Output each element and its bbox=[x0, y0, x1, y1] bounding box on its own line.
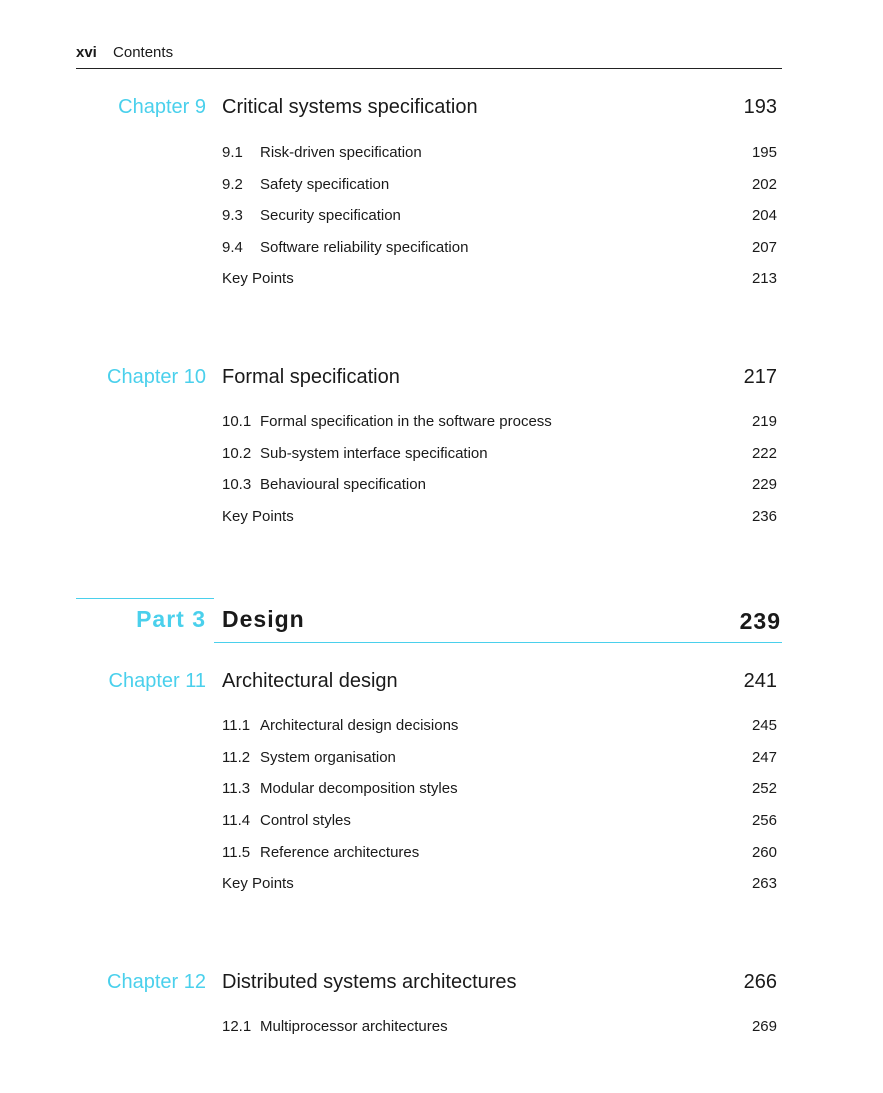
section-number: 12.1 bbox=[222, 1018, 252, 1035]
part-rule-top bbox=[76, 598, 214, 599]
part-rule-bottom bbox=[214, 642, 782, 643]
section-number: 9.1 bbox=[222, 144, 243, 161]
section-title[interactable]: Modular decomposition styles bbox=[260, 780, 458, 797]
section-number: 11.4 bbox=[222, 812, 251, 829]
section-title[interactable]: Multiprocessor architectures bbox=[260, 1018, 448, 1035]
section-number: 11.3 bbox=[222, 780, 251, 797]
section-page: 263 bbox=[751, 875, 777, 892]
section-page: 256 bbox=[751, 812, 777, 829]
chapter-page: 193 bbox=[743, 96, 777, 118]
section-page: 195 bbox=[751, 144, 777, 161]
section-page: 222 bbox=[751, 445, 777, 462]
section-page: 204 bbox=[751, 207, 777, 224]
chapter-page: 266 bbox=[743, 971, 777, 993]
section-page: 229 bbox=[751, 476, 777, 493]
section-title[interactable]: System organisation bbox=[260, 749, 396, 766]
section-number: 10.3 bbox=[222, 476, 252, 493]
section-title[interactable]: Risk-driven specification bbox=[260, 144, 422, 161]
section-page: 252 bbox=[751, 780, 777, 797]
key-points-link[interactable]: Key Points bbox=[222, 875, 294, 892]
section-title[interactable]: Sub-system interface specification bbox=[260, 445, 488, 462]
chapter-label: Chapter 10 bbox=[107, 366, 206, 388]
section-page: 213 bbox=[751, 270, 777, 287]
part-title[interactable]: Design bbox=[222, 606, 305, 632]
section-page: 202 bbox=[751, 176, 777, 193]
section-title[interactable]: Reference architectures bbox=[260, 844, 420, 861]
section-title[interactable]: Architectural design decisions bbox=[260, 717, 459, 734]
section-page: 247 bbox=[751, 749, 777, 766]
section-title[interactable]: Behavioural specification bbox=[260, 476, 426, 493]
part-label: Part 3 bbox=[136, 606, 206, 632]
chapter-title[interactable]: Distributed systems architectures bbox=[222, 971, 517, 993]
section-number: 11.5 bbox=[222, 844, 251, 861]
part-page: 239 bbox=[739, 608, 781, 634]
section-title[interactable]: Formal specification in the software process bbox=[260, 413, 552, 430]
section-page: 207 bbox=[751, 239, 777, 256]
header-title: Contents bbox=[113, 44, 174, 61]
key-points-link[interactable]: Key Points bbox=[222, 270, 294, 287]
chapter-page: 217 bbox=[743, 366, 777, 388]
chapter-label: Chapter 11 bbox=[108, 670, 206, 692]
section-page: 219 bbox=[751, 413, 777, 430]
section-title[interactable]: Security specification bbox=[260, 207, 401, 224]
header-rule bbox=[76, 68, 782, 69]
section-number: 10.2 bbox=[222, 445, 252, 462]
section-number: 11.2 bbox=[222, 749, 251, 766]
chapter-title[interactable]: Formal specification bbox=[222, 366, 400, 388]
section-page: 236 bbox=[751, 508, 777, 525]
section-title[interactable]: Safety specification bbox=[260, 176, 390, 193]
section-number: 9.4 bbox=[222, 239, 243, 256]
key-points-link[interactable]: Key Points bbox=[222, 508, 294, 525]
chapter-title[interactable]: Architectural design bbox=[222, 670, 398, 692]
section-number: 9.2 bbox=[222, 176, 243, 193]
section-page: 260 bbox=[751, 844, 777, 861]
section-number: 11.1 bbox=[222, 717, 251, 734]
section-number: 10.1 bbox=[222, 413, 252, 430]
section-page: 245 bbox=[751, 717, 777, 734]
chapter-label: Chapter 12 bbox=[107, 971, 206, 993]
chapter-title[interactable]: Critical systems specification bbox=[222, 96, 478, 118]
section-page: 269 bbox=[751, 1018, 777, 1035]
chapter-label: Chapter 9 bbox=[118, 96, 206, 118]
header-page-number: xvi bbox=[76, 44, 97, 61]
section-title[interactable]: Software reliability specification bbox=[260, 239, 469, 256]
section-title[interactable]: Control styles bbox=[260, 812, 351, 829]
chapter-page: 241 bbox=[743, 670, 777, 692]
section-number: 9.3 bbox=[222, 207, 243, 224]
